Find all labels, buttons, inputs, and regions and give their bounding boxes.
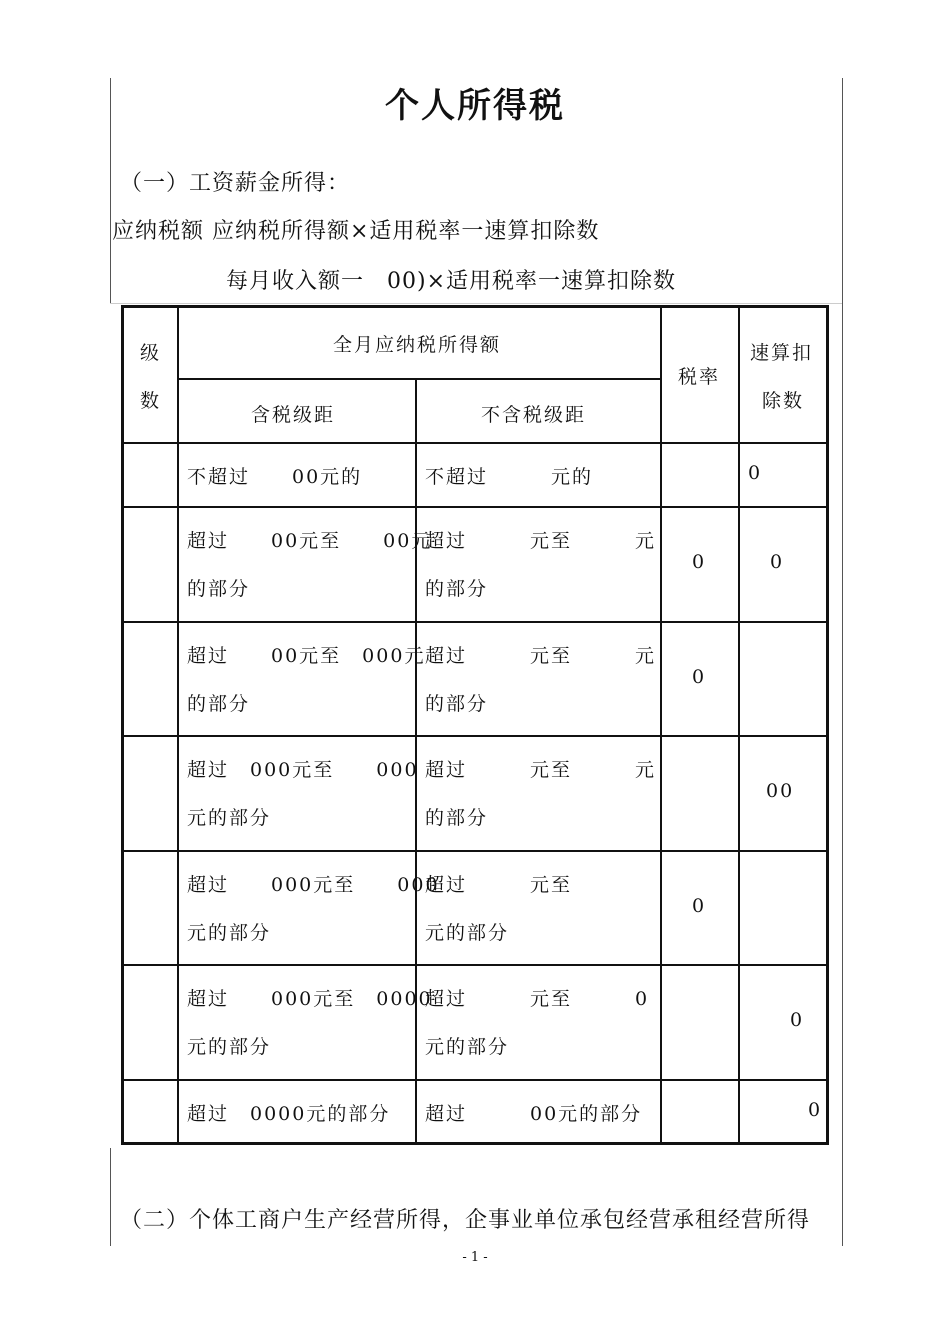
table-row-7-rate: [661, 1080, 739, 1143]
row-3-without-tax-line2: 的部分: [425, 693, 489, 715]
page-number: - 1 -: [462, 1250, 488, 1265]
row-7-without-tax-line1: 超过 00元的部分: [425, 1103, 643, 1125]
table-row-3-with-tax: [178, 622, 426, 736]
table-row-7-without-tax: [416, 1080, 661, 1143]
row-7-with-tax-line1: 超过 0000元的部分: [187, 1103, 391, 1125]
table-row-5-deduction: [739, 851, 827, 965]
table-row-4-without-tax: [416, 736, 661, 851]
row-6-with-tax-line2: 元的部分: [187, 1036, 272, 1058]
row-4-with-tax-line2: 元的部分: [187, 807, 272, 829]
row-2-with-tax-line2: 的部分: [187, 578, 251, 600]
header-level: [123, 307, 178, 443]
row-6-without-tax-line2: 元的部分: [425, 1036, 510, 1058]
header-level-line1: 级: [140, 342, 162, 364]
row-1-without-tax-line1: 不超过 元的: [425, 466, 594, 488]
tax-rate-table: [121, 305, 829, 1145]
row-4-without-tax-line1: 超过 元至 元: [425, 759, 657, 781]
row-5-with-tax-line2: 元的部分: [187, 922, 272, 944]
row-6-deduction: 0: [790, 1009, 805, 1031]
table-row-1-rate: [661, 443, 739, 507]
table-row-2-with-tax: [178, 507, 433, 622]
table-row-2-without-tax: [416, 507, 661, 622]
header-monthly-taxable-label: 全月应纳税所得额: [333, 334, 502, 356]
table-row-5-with-tax: [178, 851, 440, 965]
table-row-4-deduction: [739, 736, 827, 851]
header-rate: [661, 307, 739, 443]
row-1-with-tax-line1: 不超过 00元的: [187, 466, 363, 488]
row-4-deduction: 00: [766, 780, 795, 802]
row-3-without-tax-line1: 超过 元至 元: [425, 645, 657, 667]
header-without-tax-label: 不含税级距: [481, 404, 587, 426]
row-4-without-tax-line2: 的部分: [425, 807, 489, 829]
left-margin-line-lower: [110, 1148, 111, 1246]
table-row-6-level: [123, 965, 178, 1080]
table-row-3-rate: [661, 622, 739, 736]
header-level-line2: 数: [140, 390, 162, 412]
table-row-5-without-tax: [416, 851, 661, 965]
table-row-2-rate: [661, 507, 739, 622]
row-1-deduction: 0: [748, 462, 763, 484]
header-rate-label: 税率: [678, 366, 721, 388]
table-row-5-level: [123, 851, 178, 965]
row-5-rate: 0: [692, 895, 707, 917]
table-row-4-rate: [661, 736, 739, 851]
table-row-1-with-tax: [178, 443, 416, 507]
section2-heading: （二）个体工商户生产经营所得，企事业单位承包经营承租经营所得: [120, 1208, 811, 1233]
table-row-7-deduction: [739, 1080, 827, 1143]
right-margin-line: [842, 78, 843, 1246]
table-row-6-without-tax: [416, 965, 661, 1080]
table-row-3-without-tax: [416, 622, 661, 736]
section-divider: [110, 303, 842, 304]
formula-line-1: 应纳税额 应纳税所得额×适用税率一速算扣除数: [112, 219, 600, 244]
table-row-7-level: [123, 1080, 178, 1143]
row-5-with-tax-line1: 超过 000元至 000: [187, 874, 440, 896]
section1-heading: （一）工资薪金所得：: [120, 171, 351, 196]
row-2-deduction: 0: [770, 551, 785, 573]
table-row-6-deduction: [739, 965, 827, 1080]
row-3-with-tax-line1: 超过 00元至 000元: [187, 645, 426, 667]
row-5-without-tax-line1: 超过 元至: [425, 874, 573, 896]
table-row-4-level: [123, 736, 178, 851]
header-monthly-taxable: [178, 307, 661, 379]
row-7-deduction: 0: [808, 1099, 823, 1121]
table-row-2-deduction: [739, 507, 827, 622]
header-with-tax: [178, 379, 416, 443]
table-row-1-deduction: [739, 443, 827, 507]
row-2-rate: 0: [692, 551, 707, 573]
page-title: 个人所得税: [385, 86, 565, 126]
header-deduction-line2: 除数: [762, 390, 805, 412]
row-6-without-tax-line1: 超过 元至 0: [425, 988, 650, 1010]
formula-line-2: 每月收入额一 00)×适用税率一速算扣除数: [226, 269, 677, 294]
header-deduction-line1: 速算扣: [750, 342, 814, 364]
row-6-with-tax-line1: 超过 000元至 0000: [187, 988, 433, 1010]
row-2-without-tax-line2: 的部分: [425, 578, 489, 600]
table-row-3-level: [123, 622, 178, 736]
table-row-4-with-tax: [178, 736, 419, 851]
table-row-1-without-tax: [416, 443, 661, 507]
header-without-tax: [416, 379, 661, 443]
row-3-rate: 0: [692, 666, 707, 688]
table-row-1-level: [123, 443, 178, 507]
row-5-without-tax-line2: 元的部分: [425, 922, 510, 944]
row-3-with-tax-line2: 的部分: [187, 693, 251, 715]
table-row-3-deduction: [739, 622, 827, 736]
table-row-7-with-tax: [178, 1080, 416, 1143]
table-row-2-level: [123, 507, 178, 622]
table-row-6-rate: [661, 965, 739, 1080]
table-row-6-with-tax: [178, 965, 433, 1080]
header-deduction: [739, 307, 827, 443]
row-2-without-tax-line1: 超过 元至 元: [425, 530, 657, 552]
table-row-5-rate: [661, 851, 739, 965]
header-with-tax-label: 含税级距: [251, 404, 336, 426]
row-2-with-tax-line1: 超过 00元至 00元: [187, 530, 433, 552]
row-4-with-tax-line1: 超过 000元至 000: [187, 759, 419, 781]
